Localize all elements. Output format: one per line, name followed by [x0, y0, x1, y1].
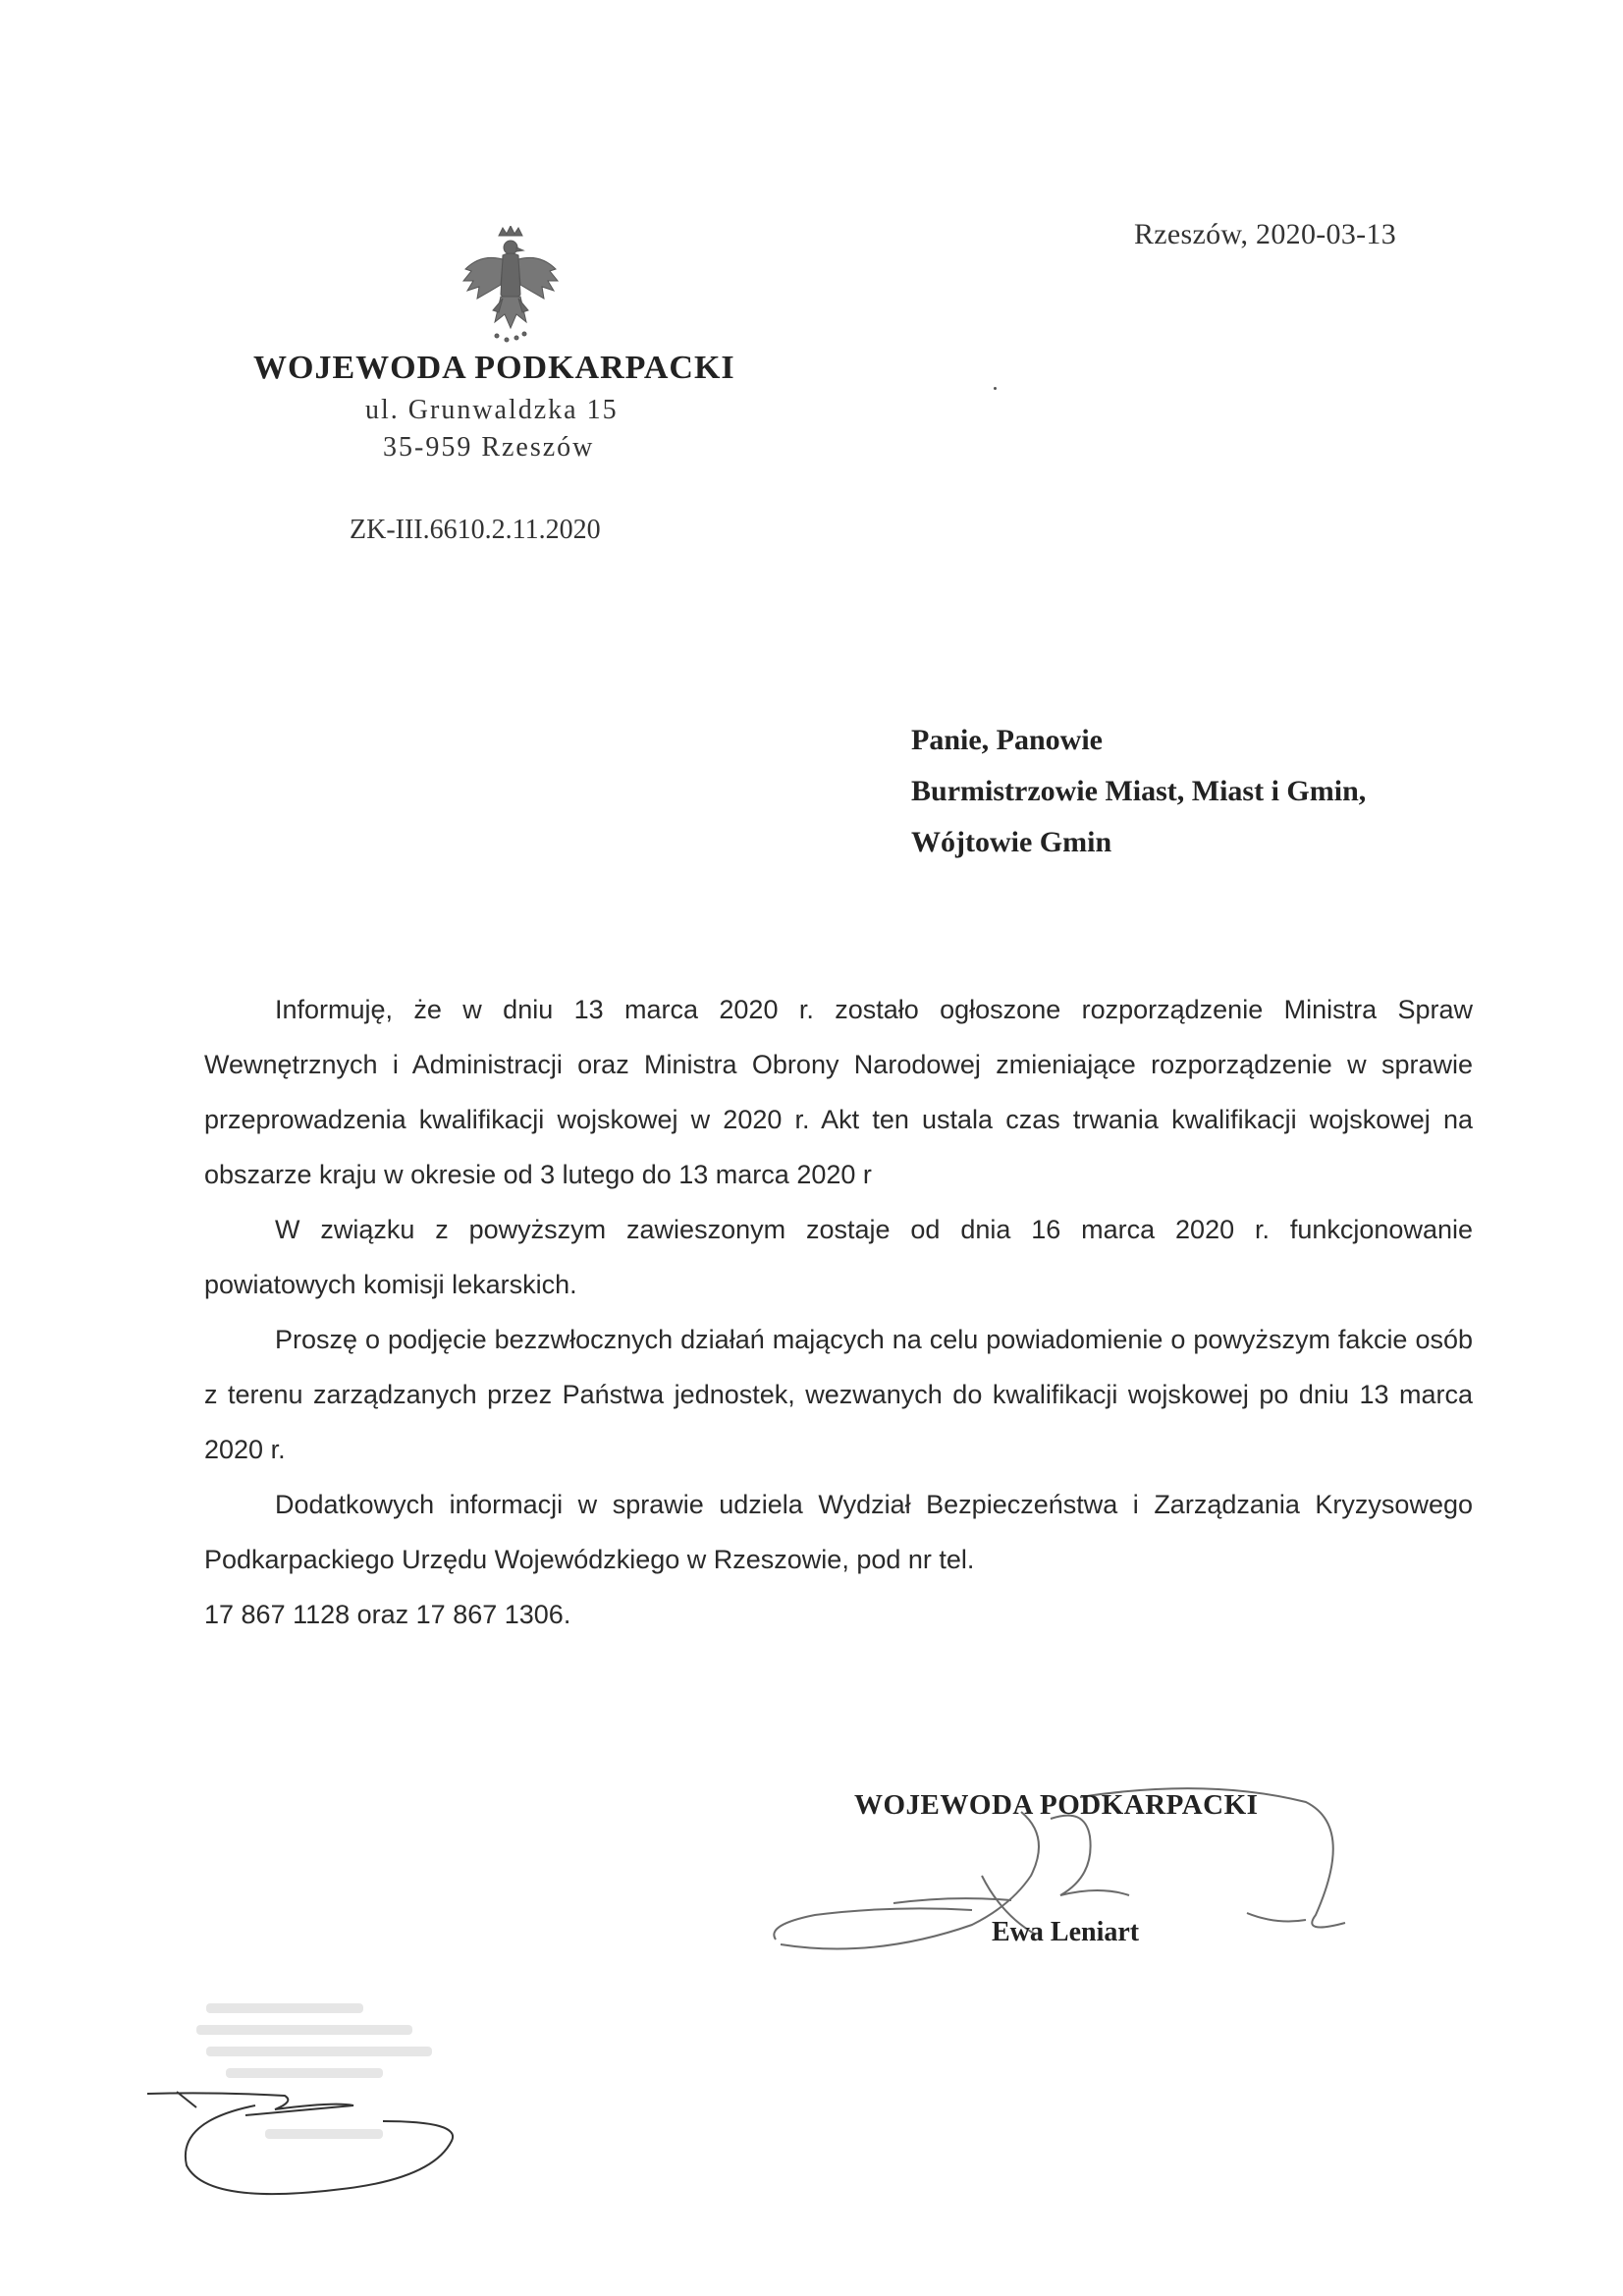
faded-stamp-with-initials	[137, 1984, 530, 2219]
body-paragraph: Proszę o podjęcie bezzwłocznych działań mających na celu powiadomienie o powyższym fakcie osób z terenu zarządzanych przez Państwa jednostek, wezwanych do kwalifikacji wojskowej po dniu 13 marca 2020 r.	[204, 1325, 1473, 1464]
scan-speck	[994, 387, 997, 390]
body-paragraph: Dodatkowych informacji w sprawie udziela Wydział Bezpieczeństwa i Zarządzania Kryzysowego Podkarpackiego Urzędu Wojewódzkiego w Rzeszowie, pod nr tel.	[204, 1490, 1473, 1574]
phone-numbers: 17 867 1128 oraz 17 867 1306.	[204, 1600, 571, 1629]
addressee-line: Burmistrzowie Miast, Miast i Gmin,	[911, 775, 1367, 807]
sender-city: 35-959 Rzeszów	[383, 432, 595, 463]
sender-street: ul. Grunwaldzka 15	[365, 395, 619, 425]
reference-number: ZK-III.6610.2.11.2020	[350, 515, 601, 545]
addressee-block	[911, 715, 1366, 868]
body-paragraph: Informuję, że w dniu 13 marca 2020 r. zostało ogłoszone rozporządzenie Ministra Spraw Wewnętrznych i Administracji oraz Ministra Obrony Narodowej zmieniające rozporządzenie w sprawie przeprowadzenia kwalifikacji wojskowej w 2020 r. Akt ten ustala czas trwania kwalifikacji wojskowej na obszarze kraju w okresie od 3 lutego do 13 marca 2020 r	[204, 995, 1473, 1189]
sender-name: WOJEWODA PODKARPACKI	[253, 350, 735, 386]
body-paragraph: W związku z powyższym zawieszonym zostaje od dnia 16 marca 2020 r. funkcjonowanie powiatowych komisji lekarskich.	[204, 1215, 1473, 1299]
addressee-line: Panie, Panowie	[911, 724, 1103, 756]
signatory-name: Ewa Leniart	[992, 1917, 1140, 1947]
polish-eagle-icon	[452, 226, 569, 354]
letter-body	[204, 982, 1473, 1642]
addressee-line: Wójtowie Gmin	[911, 826, 1112, 858]
letter-date: Rzeszów, 2020-03-13	[1134, 218, 1397, 250]
signatory-title: WOJEWODA PODKARPACKI	[854, 1789, 1259, 1821]
